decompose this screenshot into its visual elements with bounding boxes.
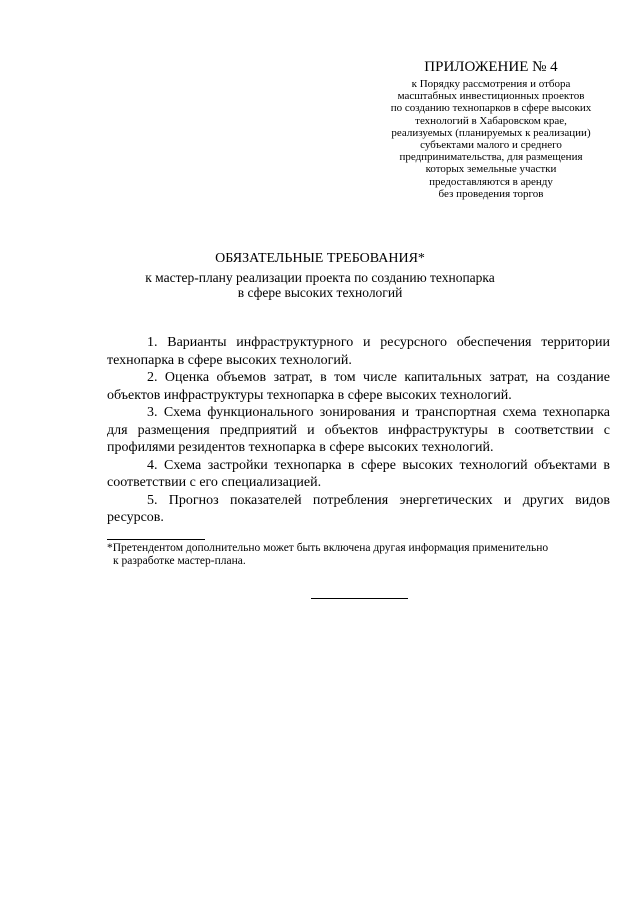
requirement-item: 4. Схема застройки технопарка в сфере высоких технологий объектами в соответствии с его специализацией.: [107, 457, 610, 490]
footnote-separator: [107, 539, 205, 540]
appendix-line: по созданию технопарков в сфере высоких: [390, 102, 592, 115]
appendix-line: предпринимательства, для размещения: [399, 151, 583, 164]
appendix-line: без проведения торгов: [438, 187, 544, 200]
appendix-line: масштабных инвестиционных проектов: [397, 90, 585, 103]
appendix-line: предоставляются в аренду: [429, 175, 553, 188]
appendix-block: [360, 58, 622, 200]
requirement-item: 1. Варианты инфраструктурного и ресурсного обеспечения территории технопарка в сфере высоких технологий.: [107, 335, 610, 368]
appendix-line: технологий в Хабаровском крае,: [415, 114, 567, 127]
document-title: ОБЯЗАТЕЛЬНЫЕ ТРЕБОВАНИЯ*: [215, 251, 425, 266]
end-of-document-divider: [311, 598, 408, 599]
footnote: [107, 542, 612, 568]
appendix-line: к Порядку рассмотрения и отбора: [411, 78, 571, 90]
footnote-line: *Претендентом дополнительно может быть включена другая информация применительно: [107, 542, 549, 554]
document-subtitle-line: в сфере высоких технологий: [237, 285, 403, 300]
footnote-line: к разработке мастер-плана.: [113, 555, 246, 567]
appendix-line: реализуемых (планируемых к реализации): [391, 126, 591, 139]
requirements-list: [107, 334, 610, 527]
requirement-item: 3. Схема функционального зонирования и транспортная схема технопарка для размещения предприятий и объектов инфраструктуры в соответствии с профилями резидентов технопарка в сфере высоких технологий.: [107, 405, 610, 455]
document-heading: [0, 250, 640, 300]
appendix-title: ПРИЛОЖЕНИЕ № 4: [424, 59, 558, 75]
document-subtitle-line: к мастер-плану реализации проекта по созданию технопарка: [145, 270, 495, 285]
requirement-item: 5. Прогноз показателей потребления энергетических и других видов ресурсов.: [107, 492, 610, 525]
appendix-line: которых земельные участки: [425, 163, 557, 176]
appendix-line: субъектами малого и среднего: [420, 139, 562, 152]
requirement-item: 2. Оценка объемов затрат, в том числе капитальных затрат, на создание объектов инфраструктуры технопарка в сфере высоких технологий.: [107, 370, 610, 403]
